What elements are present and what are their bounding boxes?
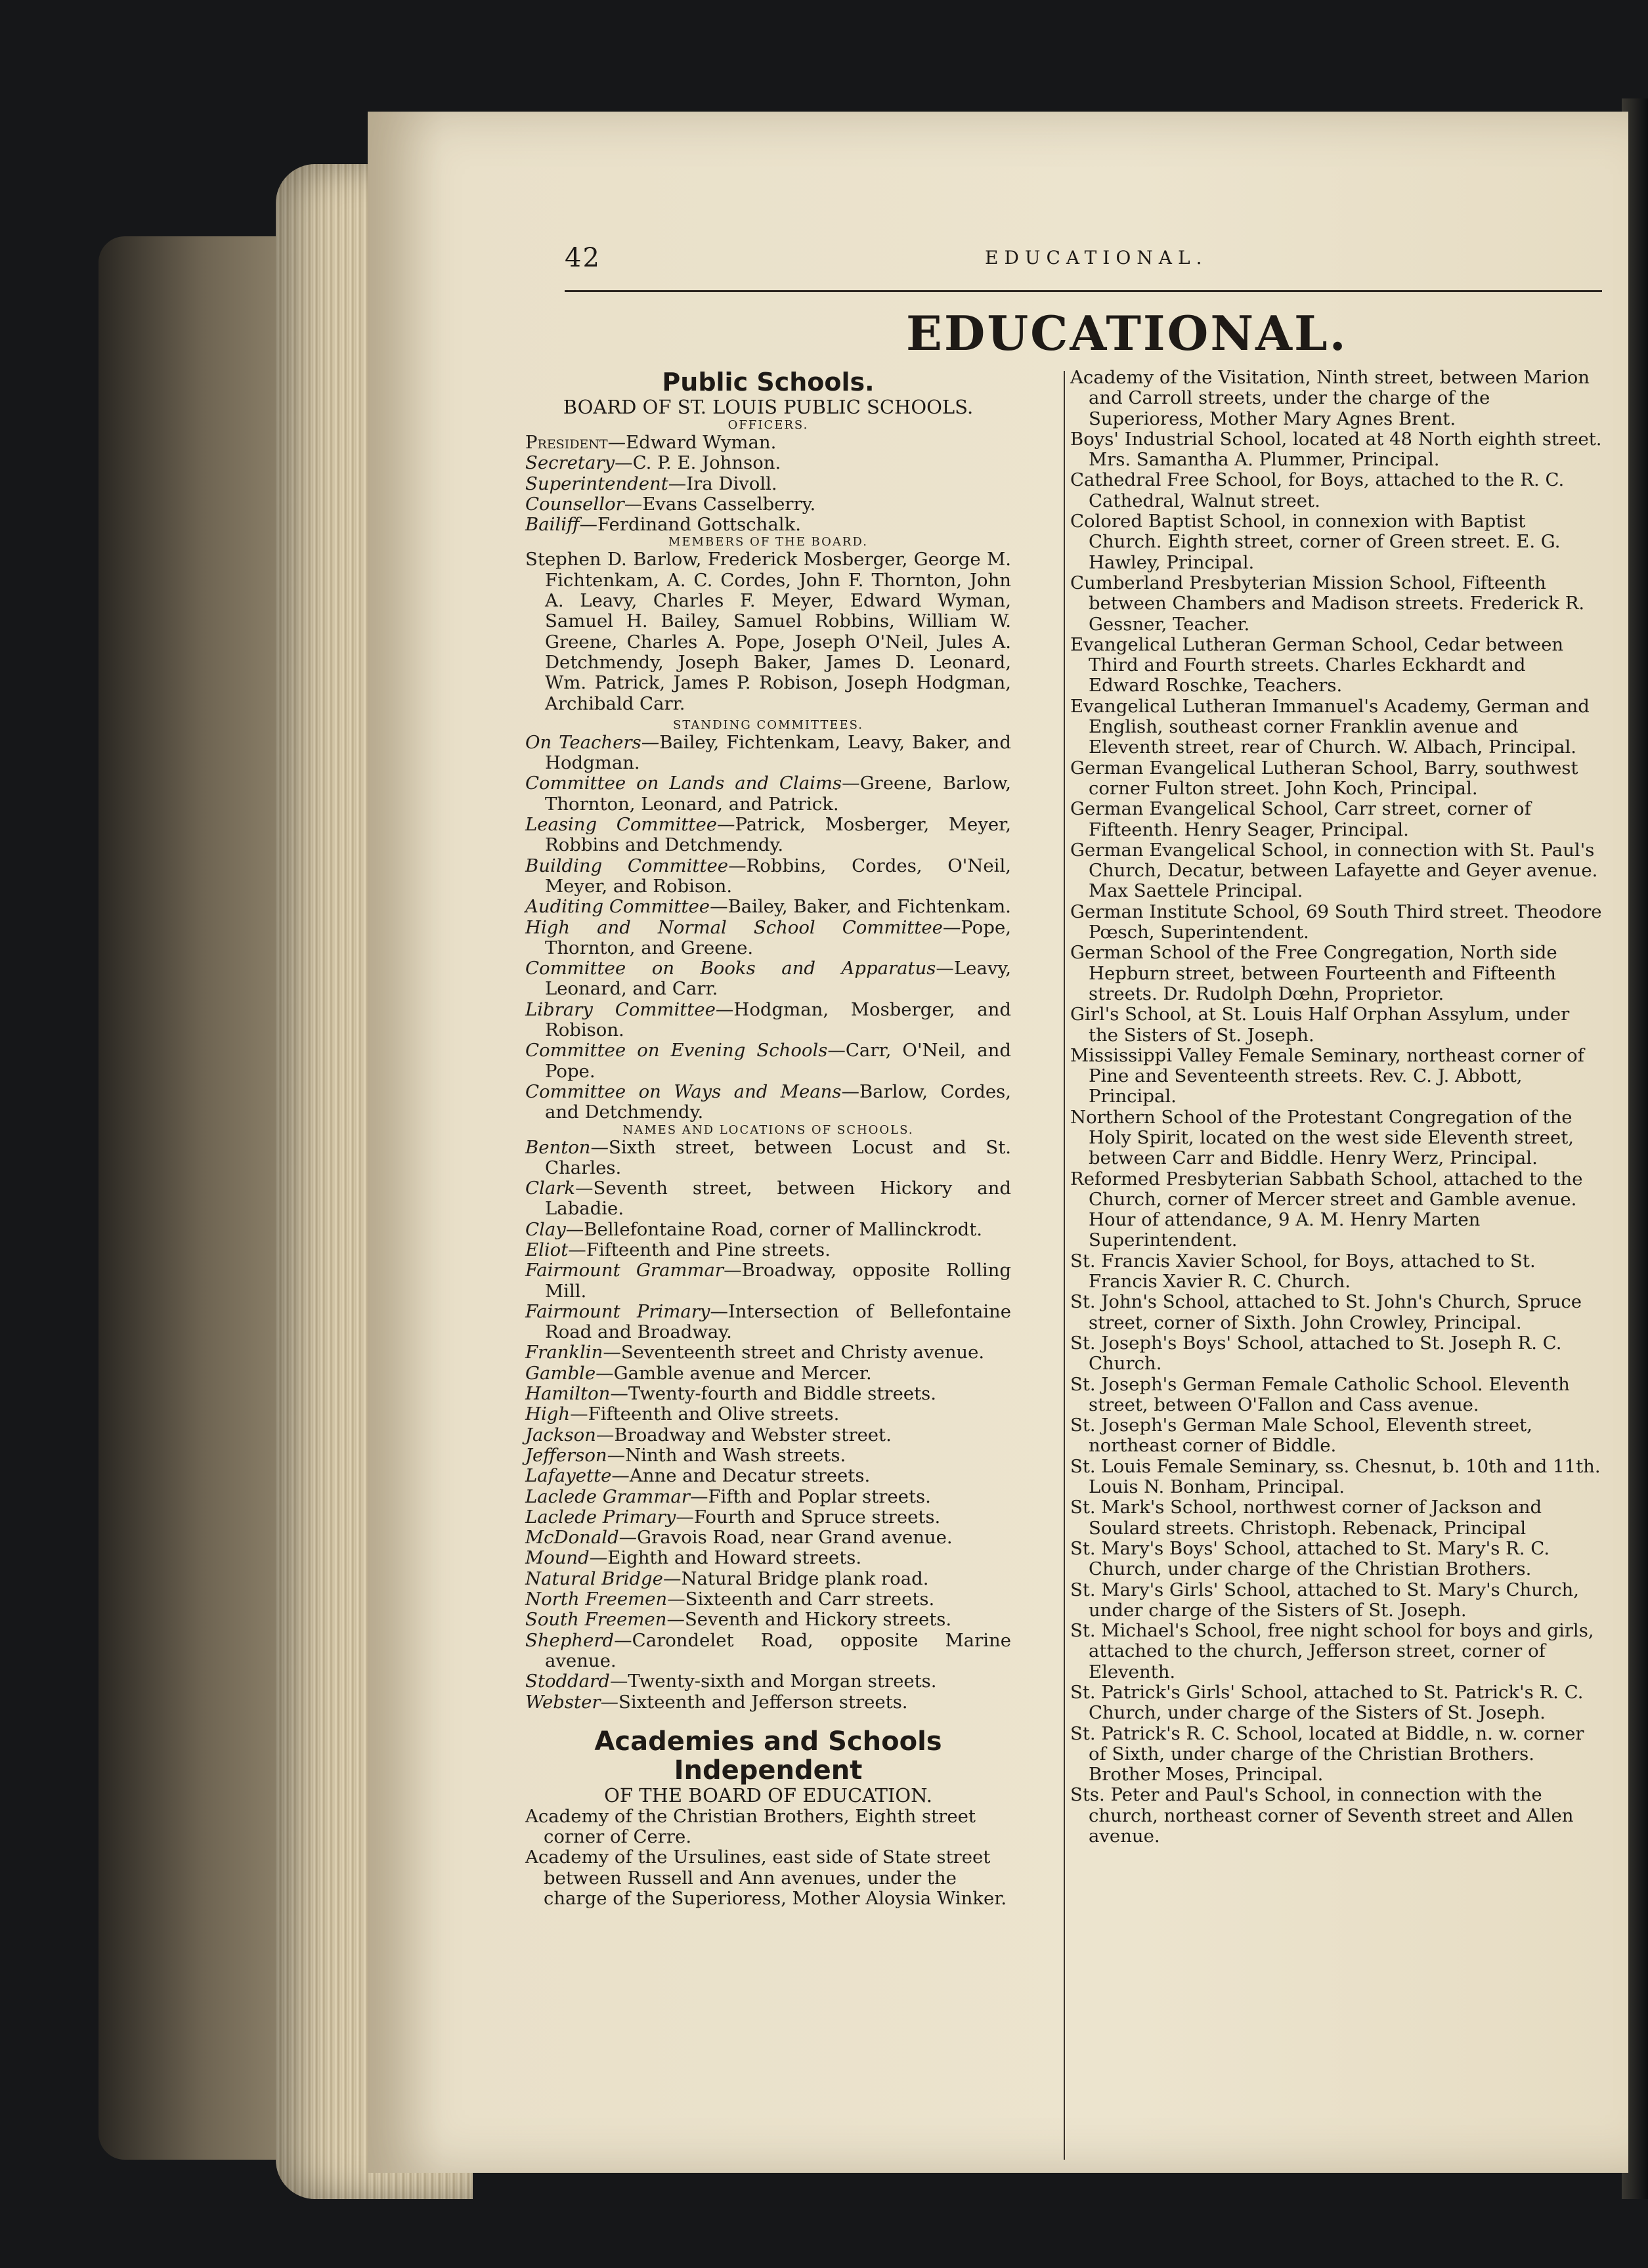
academy-entry: St. Joseph's German Male School, Eleventh street, northeast corner of Biddle. xyxy=(1070,1415,1532,1457)
school-entry xyxy=(525,1569,1011,1589)
school-entry-name: Mound xyxy=(525,1547,590,1569)
school-entry-detail: —Sixth street, between Locust and St. Charles. xyxy=(545,1136,1011,1178)
committee-entry-detail: —Leavy, Leonard, and Carr. xyxy=(545,958,1011,1000)
school-entry xyxy=(525,1487,1011,1507)
school-entry-name: Lafayette xyxy=(525,1465,612,1487)
header-rule xyxy=(565,290,1602,292)
school-entry-detail: —Carondelet Road, opposite Marine avenue. xyxy=(545,1629,1011,1671)
school-entry-name: Fairmount Primary xyxy=(525,1300,710,1322)
committees-list xyxy=(525,733,1011,1123)
school-entry-detail: —Fourth and Spruce streets. xyxy=(676,1506,941,1528)
column-divider xyxy=(1064,371,1065,2160)
school-entry-detail: —Bellefontaine Road, corner of Mallinckrodt. xyxy=(565,1218,983,1240)
academy-entry: Cumberland Presbyterian Mission School, Fifteenth between Chambers and Madison streets. Frederick R. Gessner, Teacher. xyxy=(1070,572,1585,635)
board-heading: BOARD OF ST. LOUIS PUBLIC SCHOOLS. xyxy=(563,396,974,418)
school-entry xyxy=(525,1302,1011,1343)
academy-entry: Mississippi Valley Female Seminary, northeast corner of Pine and Seventeenth streets. Rev. C. J. Abbott, Principal. xyxy=(1070,1044,1584,1107)
school-entry-detail: —Broadway, opposite Rolling Mill. xyxy=(545,1260,1011,1302)
school-entry xyxy=(525,1445,1011,1466)
academy-entry: Cathedral Free School, for Boys, attached to the R. C. Cathedral, Walnut street. xyxy=(1070,469,1565,511)
public-schools-heading: Public Schools. xyxy=(662,368,875,396)
committee-entry xyxy=(525,856,1011,897)
running-title: EDUCATIONAL. xyxy=(985,247,1208,268)
committee-entry-name: Auditing Committee xyxy=(525,896,710,918)
academy-entry: German Evangelical School, in connection with St. Paul's Church, Decatur, between Lafayette and Geyer avenue. Max Saettele Principal. xyxy=(1070,839,1598,902)
left-column xyxy=(525,368,1011,1909)
members-list: Stephen D. Barlow, Frederick Mosberger, George M. Fichtenkam, A. C. Cordes, John F. Thornton, John A. Leavy, Charles F. Meyer, Edward Wyman, Samuel H. Bailey, Samuel Robbins, William W. Greene, Charles A. Pope, Joseph O'Neil, Jules A. Detchmendy, Joseph Baker, James D. Leonard, Wm. Patrick, James P. Robison, Joseph Hodgman, Archibald Carr. xyxy=(525,549,1011,714)
schools-heading: NAMES AND LOCATIONS OF SCHOOLS. xyxy=(622,1123,914,1137)
committee-entry xyxy=(525,1000,1011,1041)
running-head xyxy=(565,243,1569,282)
committee-entry-name: Committee on Books and Apparatus xyxy=(525,958,936,979)
academy-entry: German Institute School, 69 South Third street. Theodore Pœsch, Superintendent. xyxy=(1070,901,1602,943)
school-entry-name: Clark xyxy=(525,1178,576,1199)
committee-entry-detail: —Patrick, Mosberger, Meyer, Robbins and Detchmendy. xyxy=(545,814,1011,856)
committee-entry-name: Leasing Committee xyxy=(525,814,718,836)
school-entry xyxy=(525,1178,1011,1220)
school-entry-detail: —Eighth and Howard streets. xyxy=(589,1547,862,1569)
committee-entry xyxy=(525,733,1011,774)
school-entry-name: South Freemen xyxy=(525,1609,667,1631)
academy-entry: German Evangelical Lutheran School, Barry, southwest corner Fulton street. John Koch, Principal. xyxy=(1070,757,1578,799)
academy-entry: Northern School of the Protestant Congregation of the Holy Spirit, located on the west side Eleventh street, between Carr and Biddle. Henry Werz, Principal. xyxy=(1070,1106,1574,1169)
school-entry-name: Franklin xyxy=(525,1342,603,1363)
committee-entry-name: Committee on Ways and Means xyxy=(525,1081,842,1102)
committee-entry xyxy=(525,1040,1011,1082)
school-entry-name: Shepherd xyxy=(525,1629,615,1651)
committee-entry-name: Committee on Lands and Claims xyxy=(525,773,842,794)
officer-entry-name: Counsellor xyxy=(525,493,624,515)
academies-subheading: OF THE BOARD OF EDUCATION. xyxy=(604,1784,932,1807)
school-entry-detail: —Intersection of Bellefontaine Road and Broadway. xyxy=(545,1300,1011,1343)
committee-entry-detail: —Pope, Thornton, and Greene. xyxy=(545,916,1011,958)
school-entry xyxy=(525,1466,1011,1486)
school-entry-name: Fairmount Grammar xyxy=(525,1260,724,1281)
school-entry xyxy=(525,1240,1011,1260)
academy-entry: St. Patrick's Girls' School, attached to St. Patrick's R. C. Church, under charge of the Sisters of St. Joseph. xyxy=(1070,1682,1584,1724)
school-entry-detail: —Gamble avenue and Mercer. xyxy=(596,1362,872,1384)
school-entry-detail: —Fifteenth and Pine streets. xyxy=(568,1239,831,1260)
members-heading: MEMBERS OF THE BOARD. xyxy=(668,535,868,549)
committee-entry-name: Library Committee xyxy=(525,998,716,1020)
committee-entry-name: Committee on Evening Schools xyxy=(525,1040,828,1061)
school-entry xyxy=(525,1384,1011,1404)
academy-entry: Evangelical Lutheran Immanuel's Academy, German and English, southeast corner Franklin avenue and Eleventh street, rear of Church. W. Albach, Principal. xyxy=(1070,695,1590,758)
school-entry-detail: —Ninth and Wash streets. xyxy=(607,1444,846,1466)
school-entry xyxy=(525,1260,1011,1302)
committee-entry-name: Building Committee xyxy=(525,855,729,876)
school-entry xyxy=(525,1631,1011,1672)
officer-entry-name: Secretary xyxy=(525,452,615,474)
academy-entry: St. Michael's School, free night school for boys and girls, attached to the church, Jefferson street, corner of Eleventh. xyxy=(1070,1620,1594,1682)
committee-entry-detail: —Greene, Barlow, Thornton, Leonard, and Patrick. xyxy=(545,773,1012,815)
school-entry-detail: —Sixteenth and Carr streets. xyxy=(667,1589,935,1610)
academy-entry: St. Louis Female Seminary, ss. Chesnut, b. 10th and 11th. Louis N. Bonham, Principal. xyxy=(1070,1455,1601,1498)
academy-entry: Boys' Industrial School, located at 48 North eighth street. Mrs. Samantha A. Plummer, Principal. xyxy=(1070,428,1602,471)
officers-heading: OFFICERS. xyxy=(727,418,809,432)
book-page xyxy=(368,112,1628,2173)
committee-entry xyxy=(525,773,1011,815)
committee-entry-detail: —Barlow, Cordes, and Detchmendy. xyxy=(545,1081,1011,1123)
officer-entry-name: President xyxy=(525,432,608,453)
school-entry-name: Jackson xyxy=(525,1424,596,1445)
school-entry-name: Laclede Grammar xyxy=(525,1486,690,1507)
school-entry-name: North Freemen xyxy=(525,1589,668,1610)
committee-entry-name: High and Normal School Committee xyxy=(525,916,943,938)
officer-entry-detail: —Edward Wyman. xyxy=(607,432,777,453)
school-entry-detail: —Broadway and Webster street. xyxy=(596,1424,892,1445)
officer-entry xyxy=(525,515,1011,535)
school-entry-detail: —Fifteenth and Olive streets. xyxy=(570,1403,840,1425)
school-entry xyxy=(525,1404,1011,1424)
school-entry-name: Natural Bridge xyxy=(525,1568,663,1589)
school-entry-name: Jefferson xyxy=(525,1444,607,1466)
academy-entry: German Evangelical School, Carr street, corner of Fifteenth. Henry Seager, Principal. xyxy=(1070,798,1531,840)
officer-entry-name: Bailiff xyxy=(525,514,580,536)
school-entry-detail: —Seventh and Hickory streets. xyxy=(666,1609,952,1631)
school-entry-detail: —Seventeenth street and Christy avenue. xyxy=(603,1342,985,1363)
school-entry-name: High xyxy=(525,1403,571,1425)
officer-entry-detail: —Evans Casselberry. xyxy=(624,493,816,515)
officer-entry xyxy=(525,474,1011,494)
committee-entry-detail: —Robbins, Cordes, O'Neil, Meyer, and Robison. xyxy=(545,855,1011,897)
academy-entry: Reformed Presbyterian Sabbath School, attached to the Church, corner of Mercer street and Gamble avenue. Hour of attendance, 9 A. M. Henry Marten Superintendent. xyxy=(1070,1168,1583,1251)
school-entry-name: McDonald xyxy=(525,1527,619,1549)
academy-entry: St. John's School, attached to St. John's Church, Spruce street, corner of Sixth. John Crowley, Principal. xyxy=(1070,1291,1582,1333)
academy-entry: St. Mark's School, northwest corner of Jackson and Soulard streets. Christoph. Rebenack, Principal xyxy=(1070,1497,1542,1539)
school-entry-name: Gamble xyxy=(525,1362,596,1384)
school-entry xyxy=(525,1692,1011,1713)
academy-entry: St. Mary's Boys' School, attached to St. Mary's R. C. Church, under charge of the Christian Brothers. xyxy=(1070,1537,1550,1580)
page-number: 42 xyxy=(565,243,601,273)
school-entry-detail: —Anne and Decatur streets. xyxy=(611,1465,871,1487)
school-entry xyxy=(525,1363,1011,1384)
academy-entry: Academy of the Christian Brothers, Eighth street corner of Cerre. xyxy=(525,1805,976,1848)
school-entry-detail: —Gravois Road, near Grand avenue. xyxy=(618,1527,953,1549)
school-entry xyxy=(525,1138,1011,1179)
committee-entry-detail: —Hodgman, Mosberger, and Robison. xyxy=(545,998,1011,1041)
school-entry-detail: —Natural Bridge plank road. xyxy=(662,1568,929,1589)
committee-entry xyxy=(525,897,1011,917)
school-entry-name: Clay xyxy=(525,1218,566,1240)
academy-entry: St. Joseph's Boys' School, attached to St. Joseph R. C. Church. xyxy=(1070,1332,1562,1375)
right-column xyxy=(1070,368,1602,1847)
school-entry-name: Webster xyxy=(525,1691,601,1713)
school-entry-detail: —Fifth and Poplar streets. xyxy=(689,1486,931,1507)
officer-entry xyxy=(525,453,1011,473)
committee-entry xyxy=(525,918,1011,959)
schools-list xyxy=(525,1138,1011,1713)
school-entry-name: Eliot xyxy=(525,1239,569,1260)
school-entry-detail: —Twenty-fourth and Biddle streets. xyxy=(610,1383,936,1405)
school-entry xyxy=(525,1342,1011,1363)
committee-entry xyxy=(525,1082,1011,1123)
academy-entry: St. Francis Xavier School, for Boys, attached to St. Francis Xavier R. C. Church. xyxy=(1070,1250,1536,1293)
academy-entry: St. Joseph's German Female Catholic School. Eleventh street, between O'Fallon and Cass avenue. xyxy=(1070,1373,1570,1415)
academy-entry: St. Patrick's R. C. School, located at Biddle, n. w. corner of Sixth, under charge of the Christian Brothers. Brother Moses, Principal. xyxy=(1070,1722,1584,1786)
academies-left-list xyxy=(525,1807,1011,1909)
academy-entry: Academy of the Ursulines, east side of State street between Russell and Ann avenues, under the charge of the Superioress, Mother Aloysia Winker. xyxy=(525,1847,1007,1909)
school-entry xyxy=(525,1671,1011,1692)
page-title: EDUCATIONAL. xyxy=(906,305,1348,361)
school-entry xyxy=(525,1589,1011,1610)
school-entry-detail: —Sixteenth and Jefferson streets. xyxy=(600,1691,908,1713)
officer-entry xyxy=(525,433,1011,453)
officer-entry-name: Superintendent xyxy=(525,473,668,494)
officer-entry-detail: —Ferdinand Gottschalk. xyxy=(579,514,801,536)
officers-list xyxy=(525,433,1011,535)
school-entry xyxy=(525,1425,1011,1445)
committee-entry xyxy=(525,958,1011,1000)
academies-right-list xyxy=(1070,368,1602,1847)
school-entry xyxy=(525,1220,1011,1240)
committee-entry-detail: —Bailey, Baker, and Fichtenkam. xyxy=(710,896,1011,918)
academy-entry: Evangelical Lutheran German School, Cedar between Third and Fourth streets. Charles Eckhardt and Edward Roschke, Teachers. xyxy=(1070,633,1564,696)
committee-entry xyxy=(525,815,1011,856)
academy-entry: Girl's School, at St. Louis Half Orphan Assylum, under the Sisters of St. Joseph. xyxy=(1070,1004,1570,1046)
academies-heading: Academies and Schools Independent xyxy=(594,1726,942,1786)
committees-heading: STANDING COMMITTEES. xyxy=(672,717,864,732)
school-entry-detail: —Seventh street, between Hickory and Labadie. xyxy=(545,1178,1011,1220)
school-entry-name: Benton xyxy=(525,1136,591,1158)
academy-entry: Sts. Peter and Paul's School, in connection with the church, northeast corner of Seventh street and Allen avenue. xyxy=(1070,1784,1574,1847)
committee-entry-name: On Teachers xyxy=(525,731,641,753)
school-entry xyxy=(525,1610,1011,1630)
school-entry-name: Stoddard xyxy=(525,1671,610,1692)
academy-entry: German School of the Free Congregation, North side Hepburn street, between Fourteenth and Fifteenth streets. Dr. Rudolph Dœhn, Proprietor. xyxy=(1070,942,1557,1004)
academy-entry: Colored Baptist School, in connexion with Baptist Church. Eighth street, corner of Green street. E. G. Hawley, Principal. xyxy=(1070,511,1561,573)
officer-entry xyxy=(525,494,1011,515)
school-entry xyxy=(525,1548,1011,1568)
school-entry-name: Hamilton xyxy=(525,1383,611,1405)
officer-entry-detail: —C. P. E. Johnson. xyxy=(615,452,781,474)
school-entry xyxy=(525,1507,1011,1528)
school-entry xyxy=(525,1528,1011,1548)
committee-entry-detail: —Carr, O'Neil, and Pope. xyxy=(545,1040,1011,1082)
school-entry-detail: —Twenty-sixth and Morgan streets. xyxy=(609,1671,937,1692)
committee-entry-detail: —Bailey, Fichtenkam, Leavy, Baker, and Hodgman. xyxy=(545,731,1011,774)
academy-entry: St. Mary's Girls' School, attached to St. Mary's Church, under charge of the Sisters of St. Joseph. xyxy=(1070,1579,1579,1621)
officer-entry-detail: —Ira Divoll. xyxy=(668,473,777,494)
academy-entry: Academy of the Visitation, Ninth street, between Marion and Carroll streets, under the charge of the Superioress, Mother Mary Agnes Brent. xyxy=(1070,367,1590,429)
school-entry-name: Laclede Primary xyxy=(525,1506,676,1528)
